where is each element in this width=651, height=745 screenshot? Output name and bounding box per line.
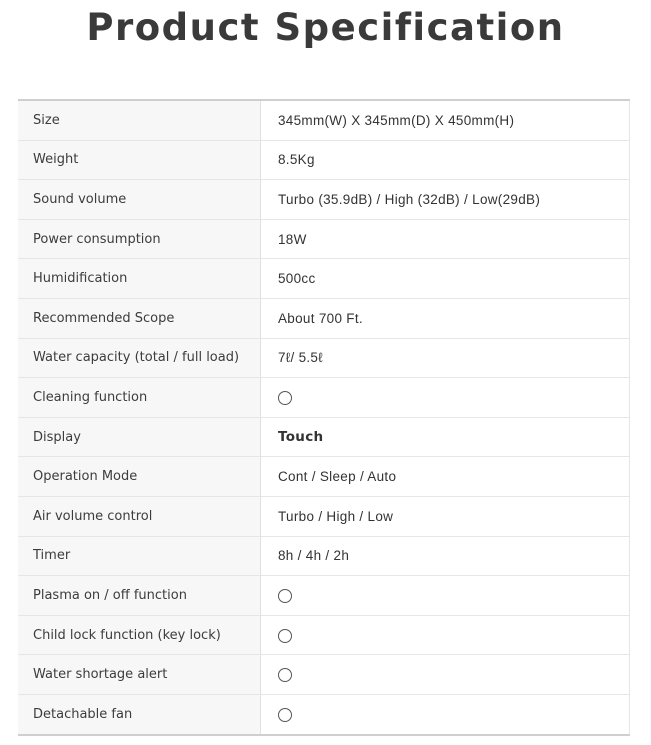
spec-label: Size <box>18 100 261 140</box>
spec-row <box>18 694 630 734</box>
spec-row <box>18 655 630 695</box>
spec-value <box>261 615 630 655</box>
spec-value: Touch <box>261 417 630 457</box>
spec-label: Detachable fan <box>18 694 261 734</box>
spec-label: Water shortage alert <box>18 655 261 695</box>
spec-label: Plasma on / off function <box>18 576 261 616</box>
spec-row <box>18 219 630 259</box>
circle-icon <box>278 708 292 722</box>
spec-label: Power consumption <box>18 219 261 259</box>
spec-label: Weight <box>18 140 261 180</box>
spec-label: Recommended Scope <box>18 298 261 338</box>
spec-label: Cleaning function <box>18 378 261 418</box>
spec-label: Air volume control <box>18 496 261 536</box>
spec-label: Water capacity (total / full load) <box>18 338 261 378</box>
spec-row <box>18 496 630 536</box>
spec-value <box>261 378 630 418</box>
spec-value: Turbo / High / Low <box>261 496 630 536</box>
spec-label: Display <box>18 417 261 457</box>
spec-row <box>18 615 630 655</box>
spec-row <box>18 417 630 457</box>
circle-icon <box>278 668 292 682</box>
spec-value: Turbo (35.9dB) / High (32dB) / Low(29dB) <box>261 180 630 220</box>
spec-label: Sound volume <box>18 180 261 220</box>
spec-row <box>18 259 630 299</box>
spec-label: Humidification <box>18 259 261 299</box>
spec-row <box>18 180 630 220</box>
spec-value <box>261 694 630 734</box>
spec-value: 8.5Kg <box>261 140 630 180</box>
spec-label: Timer <box>18 536 261 576</box>
spec-value: 345mm(W) X 345mm(D) X 450mm(H) <box>261 100 630 140</box>
spec-row <box>18 298 630 338</box>
spec-value <box>261 576 630 616</box>
spec-row <box>18 140 630 180</box>
page-title: Product Specification <box>86 6 565 49</box>
spec-row <box>18 457 630 497</box>
spec-row <box>18 338 630 378</box>
circle-icon <box>278 391 292 405</box>
spec-row <box>18 576 630 616</box>
spec-table <box>18 99 630 736</box>
spec-value <box>261 655 630 695</box>
spec-value: 7ℓ/ 5.5ℓ <box>261 338 630 378</box>
spec-value: Cont / Sleep / Auto <box>261 457 630 497</box>
spec-value: About 700 Ft. <box>261 298 630 338</box>
spec-value: 500cc <box>261 259 630 299</box>
circle-icon <box>278 589 292 603</box>
spec-label: Operation Mode <box>18 457 261 497</box>
spec-label: Child lock function (key lock) <box>18 615 261 655</box>
spec-value: 8h / 4h / 2h <box>261 536 630 576</box>
spec-row <box>18 378 630 418</box>
circle-icon <box>278 629 292 643</box>
spec-row <box>18 536 630 576</box>
spec-table-body <box>18 100 630 735</box>
spec-row <box>18 100 630 140</box>
spec-value: 18W <box>261 219 630 259</box>
